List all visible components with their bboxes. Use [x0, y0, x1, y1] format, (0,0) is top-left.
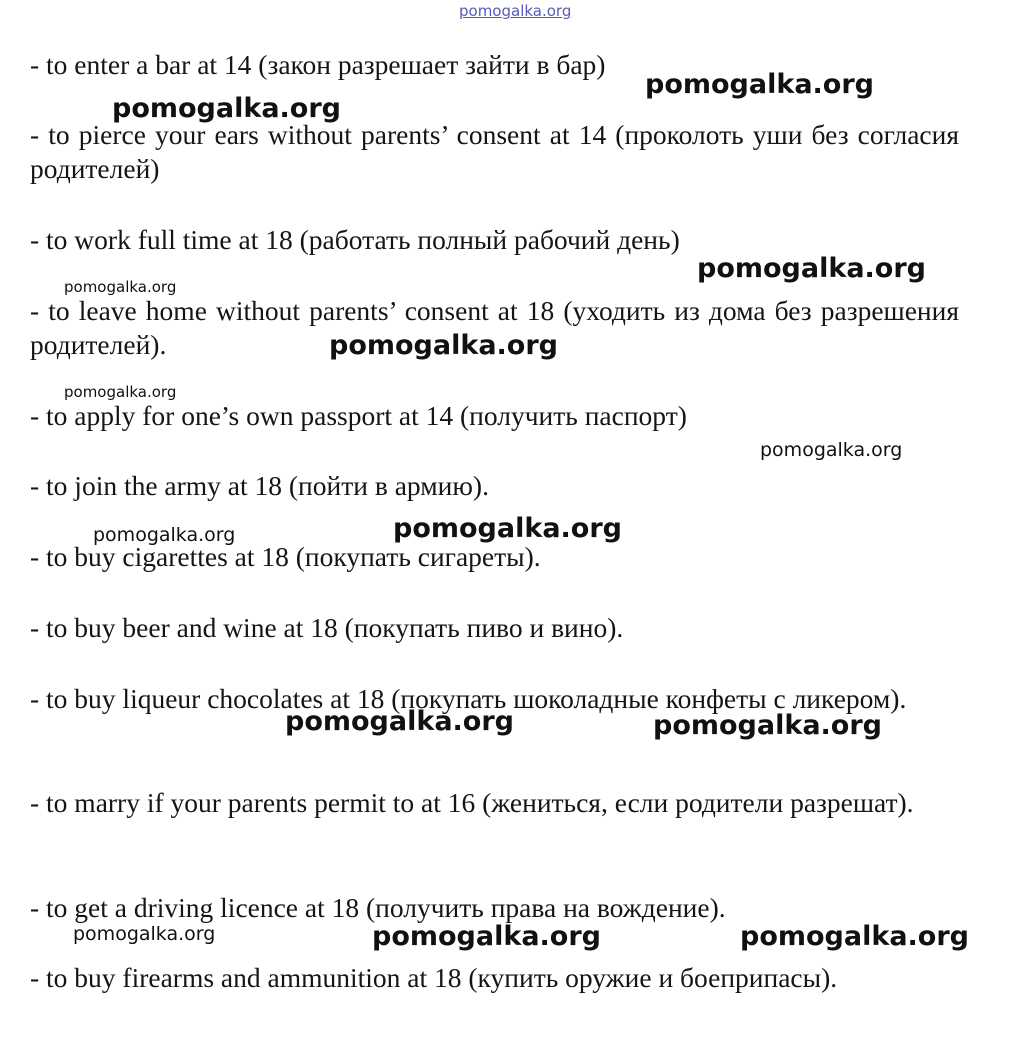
- watermark: pomogalka.org: [653, 710, 882, 741]
- list-item: - to buy liqueur chocolates at 18 (покупать шоколадные конфеты с ликером).: [30, 683, 907, 714]
- list-item: - to leave home without parents’ consent at 18 (уходить из дома без разрешения родителей).: [30, 295, 959, 360]
- list-item: - to buy firearms and ammunition at 18 (купить оружие и боеприпасы).: [30, 962, 838, 993]
- list-item: - to enter a bar at 14 (закон разрешает зайти в бар): [30, 49, 606, 80]
- watermark: pomogalka.org: [64, 278, 177, 296]
- list-item: - to get a driving licence at 18 (получить права на вождение).: [30, 892, 726, 923]
- list-item: - to apply for one’s own passport at 14 (получить паспорт): [30, 400, 687, 431]
- watermark: pomogalka.org: [329, 330, 558, 361]
- header-watermark-link[interactable]: pomogalka.org: [459, 2, 572, 20]
- watermark: pomogalka.org: [760, 439, 903, 461]
- watermark: pomogalka.org: [93, 524, 236, 546]
- watermark: pomogalka.org: [697, 253, 926, 284]
- watermark: pomogalka.org: [64, 383, 177, 401]
- watermark: pomogalka.org: [285, 706, 514, 737]
- watermark: pomogalka.org: [645, 69, 874, 100]
- watermark: pomogalka.org: [112, 93, 341, 124]
- watermark: pomogalka.org: [372, 921, 601, 952]
- list-item: - to buy cigarettes at 18 (покупать сигареты).: [30, 541, 541, 572]
- list-item: - to join the army at 18 (пойти в армию).: [30, 470, 489, 501]
- watermark: pomogalka.org: [73, 923, 216, 945]
- watermark: pomogalka.org: [740, 921, 969, 952]
- list-item: - to marry if your parents permit to at 16 (жениться, если родители разрешат).: [30, 787, 914, 818]
- list-item: - to pierce your ears without parents’ consent at 14 (проколоть уши без согласия родителей): [30, 119, 959, 184]
- watermark: pomogalka.org: [393, 513, 622, 544]
- list-item: - to work full time at 18 (работать полный рабочий день): [30, 224, 680, 255]
- list-item: - to buy beer and wine at 18 (покупать пиво и вино).: [30, 612, 624, 643]
